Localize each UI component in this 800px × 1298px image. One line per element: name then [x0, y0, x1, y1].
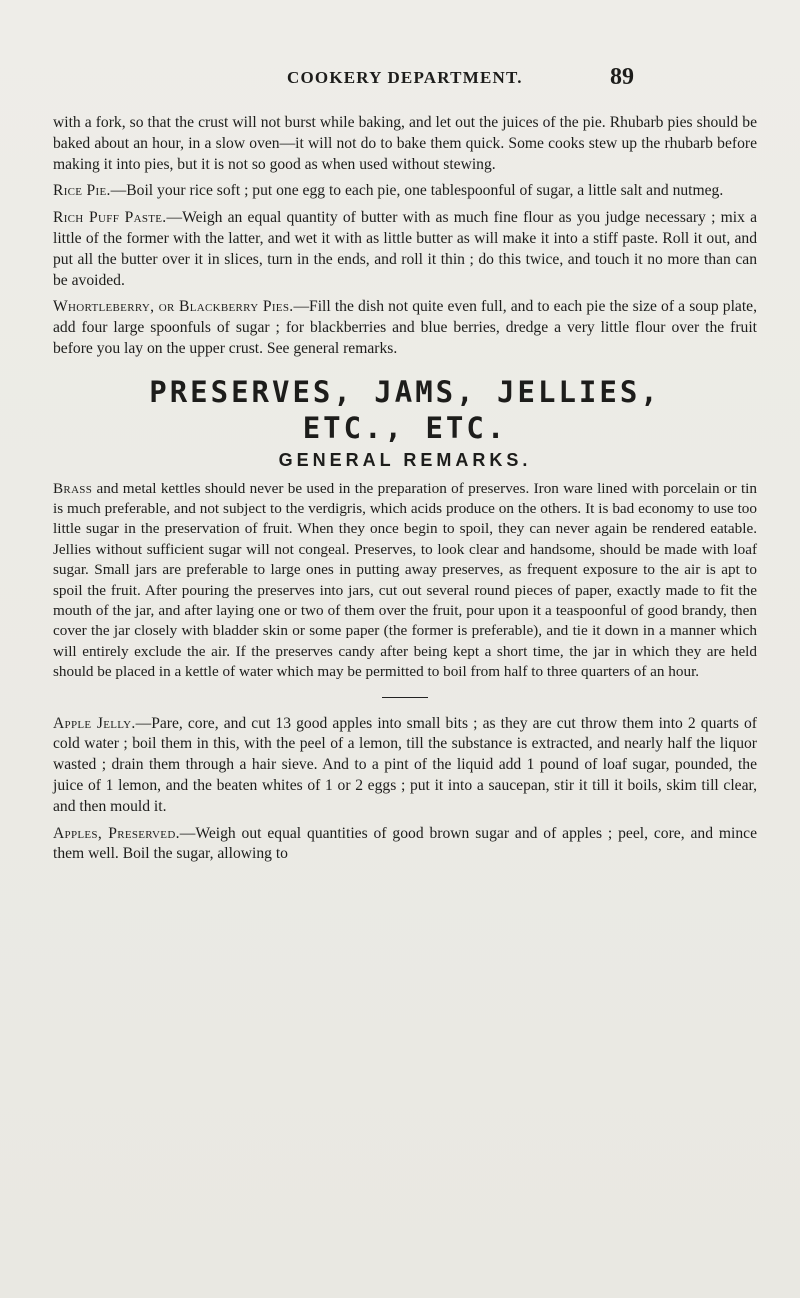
- recipe-title: Rich Puff Paste.: [53, 209, 167, 227]
- paragraph-rich-puff-paste: [53, 208, 757, 291]
- section-title-line-1: PRESERVES, JAMS, JELLIES,: [149, 374, 661, 409]
- running-head: COOKERY DEPARTMENT.: [287, 68, 523, 87]
- paragraph-apples-preserved: [53, 824, 757, 866]
- paragraph-text: —Boil your rice soft ; put one egg to each pie, one tablespoonful of sugar, a little salt and nutmeg.: [110, 182, 724, 200]
- page-header: [0, 64, 800, 94]
- paragraph-apple-jelly: [53, 714, 757, 818]
- paragraph-rice-pie: [53, 181, 757, 202]
- paragraph-whortleberry-pies: [53, 297, 757, 359]
- section-title-line-2: ETC., ETC.: [302, 410, 508, 445]
- paragraph-text: —Weigh an equal quantity of butter with as much fine flour as you judge necessary ; mix a little of the former with the latter, and wet it with as little butter as will make it into a stiff paste. Roll it out, and put all the butter over it in slices, turn in the ends, and roll it thin ; do this twice, and touch it no more than can be avoided.: [53, 209, 757, 289]
- recipe-title: Rice Pie.: [53, 182, 111, 200]
- paragraph-general-remarks: [53, 479, 757, 683]
- section-title: [53, 374, 757, 446]
- page-body: [53, 113, 757, 871]
- recipe-title: Apple Jelly.: [53, 714, 136, 732]
- paragraph-text: with a fork, so that the crust will not burst while baking, and let out the juices of the pie. Rhubarb pies should be baked about an hour, in a slow oven—it will not do to bake them quick. Some cooks stew up the rhubarb before making it into pies, but it is not so good as when used without stewing.: [53, 114, 757, 173]
- recipe-title: Whortleberry, or Blackberry Pies.: [53, 298, 294, 316]
- paragraph-text: —Weigh out equal quantities of good brown sugar and of apples ; peel, core, and mince them well. Boil the sugar, allowing to: [53, 824, 757, 863]
- paragraph-lead-word: Brass: [53, 479, 93, 497]
- page-number: 89: [610, 64, 634, 90]
- paragraph-text: —Fill the dish not quite even full, and to each pie the size of a soup plate, add four large spoonfuls of sugar ; for blackberries and blue berries, dredge a very little flour over the fruit before you lay on the upper crust. See general remarks.: [53, 298, 757, 357]
- paragraph-text: —Pare, core, and cut 13 good apples into small bits ; as they are cut throw them into 2 quarts of cold water ; boil them in this, with the peel of a lemon, till the substance is extracted, and nearly half the liquor wasted ; drain them through a hair sieve. And to a pint of the liquid add 1 pound of loaf sugar, pounded, the juice of 1 lemon, and the beaten whites of 1 or 2 eggs ; put it into a saucepan, stir it till it boils, skim till clear, and then mould it.: [53, 714, 757, 815]
- section-divider: [382, 697, 428, 698]
- section-subtitle: GENERAL REMARKS.: [278, 449, 532, 470]
- paragraph-rhubarb-continued: [53, 113, 757, 175]
- recipe-title: Apples, Preserved.: [53, 824, 180, 842]
- paragraph-text: and metal kettles should never be used in the preparation of preserves. Iron ware lined with porcelain or tin is much preferable, and not subject to the verdigris, which acids produce on the others. It is bad economy to use too little sugar in the preservation of fruit. When they once begin to spoil, they can never again be rendered eatable. Jellies without sufficient sugar will not congeal. Preserves, to look clear and handsome, should be made with loaf sugar. Small jars are preferable to large ones in putting away preserves, as frequent exposure to the air is apt to spoil the fruit. After pouring the preserves into jars, cut out several round pieces of paper, exactly made to fit the mouth of the jar, and after laying one or two of them over the fruit, pour upon it a teaspoonful of good brandy, then cover the jar closely with bladder skin or some paper (the former is preferable), and tie it down in a manner which will entirely exclude the air. If the preserves candy after being kept a short time, the jar in which they are held should be placed in a kettle of water which may be permitted to boil from half to three quarters of an hour.: [53, 479, 757, 681]
